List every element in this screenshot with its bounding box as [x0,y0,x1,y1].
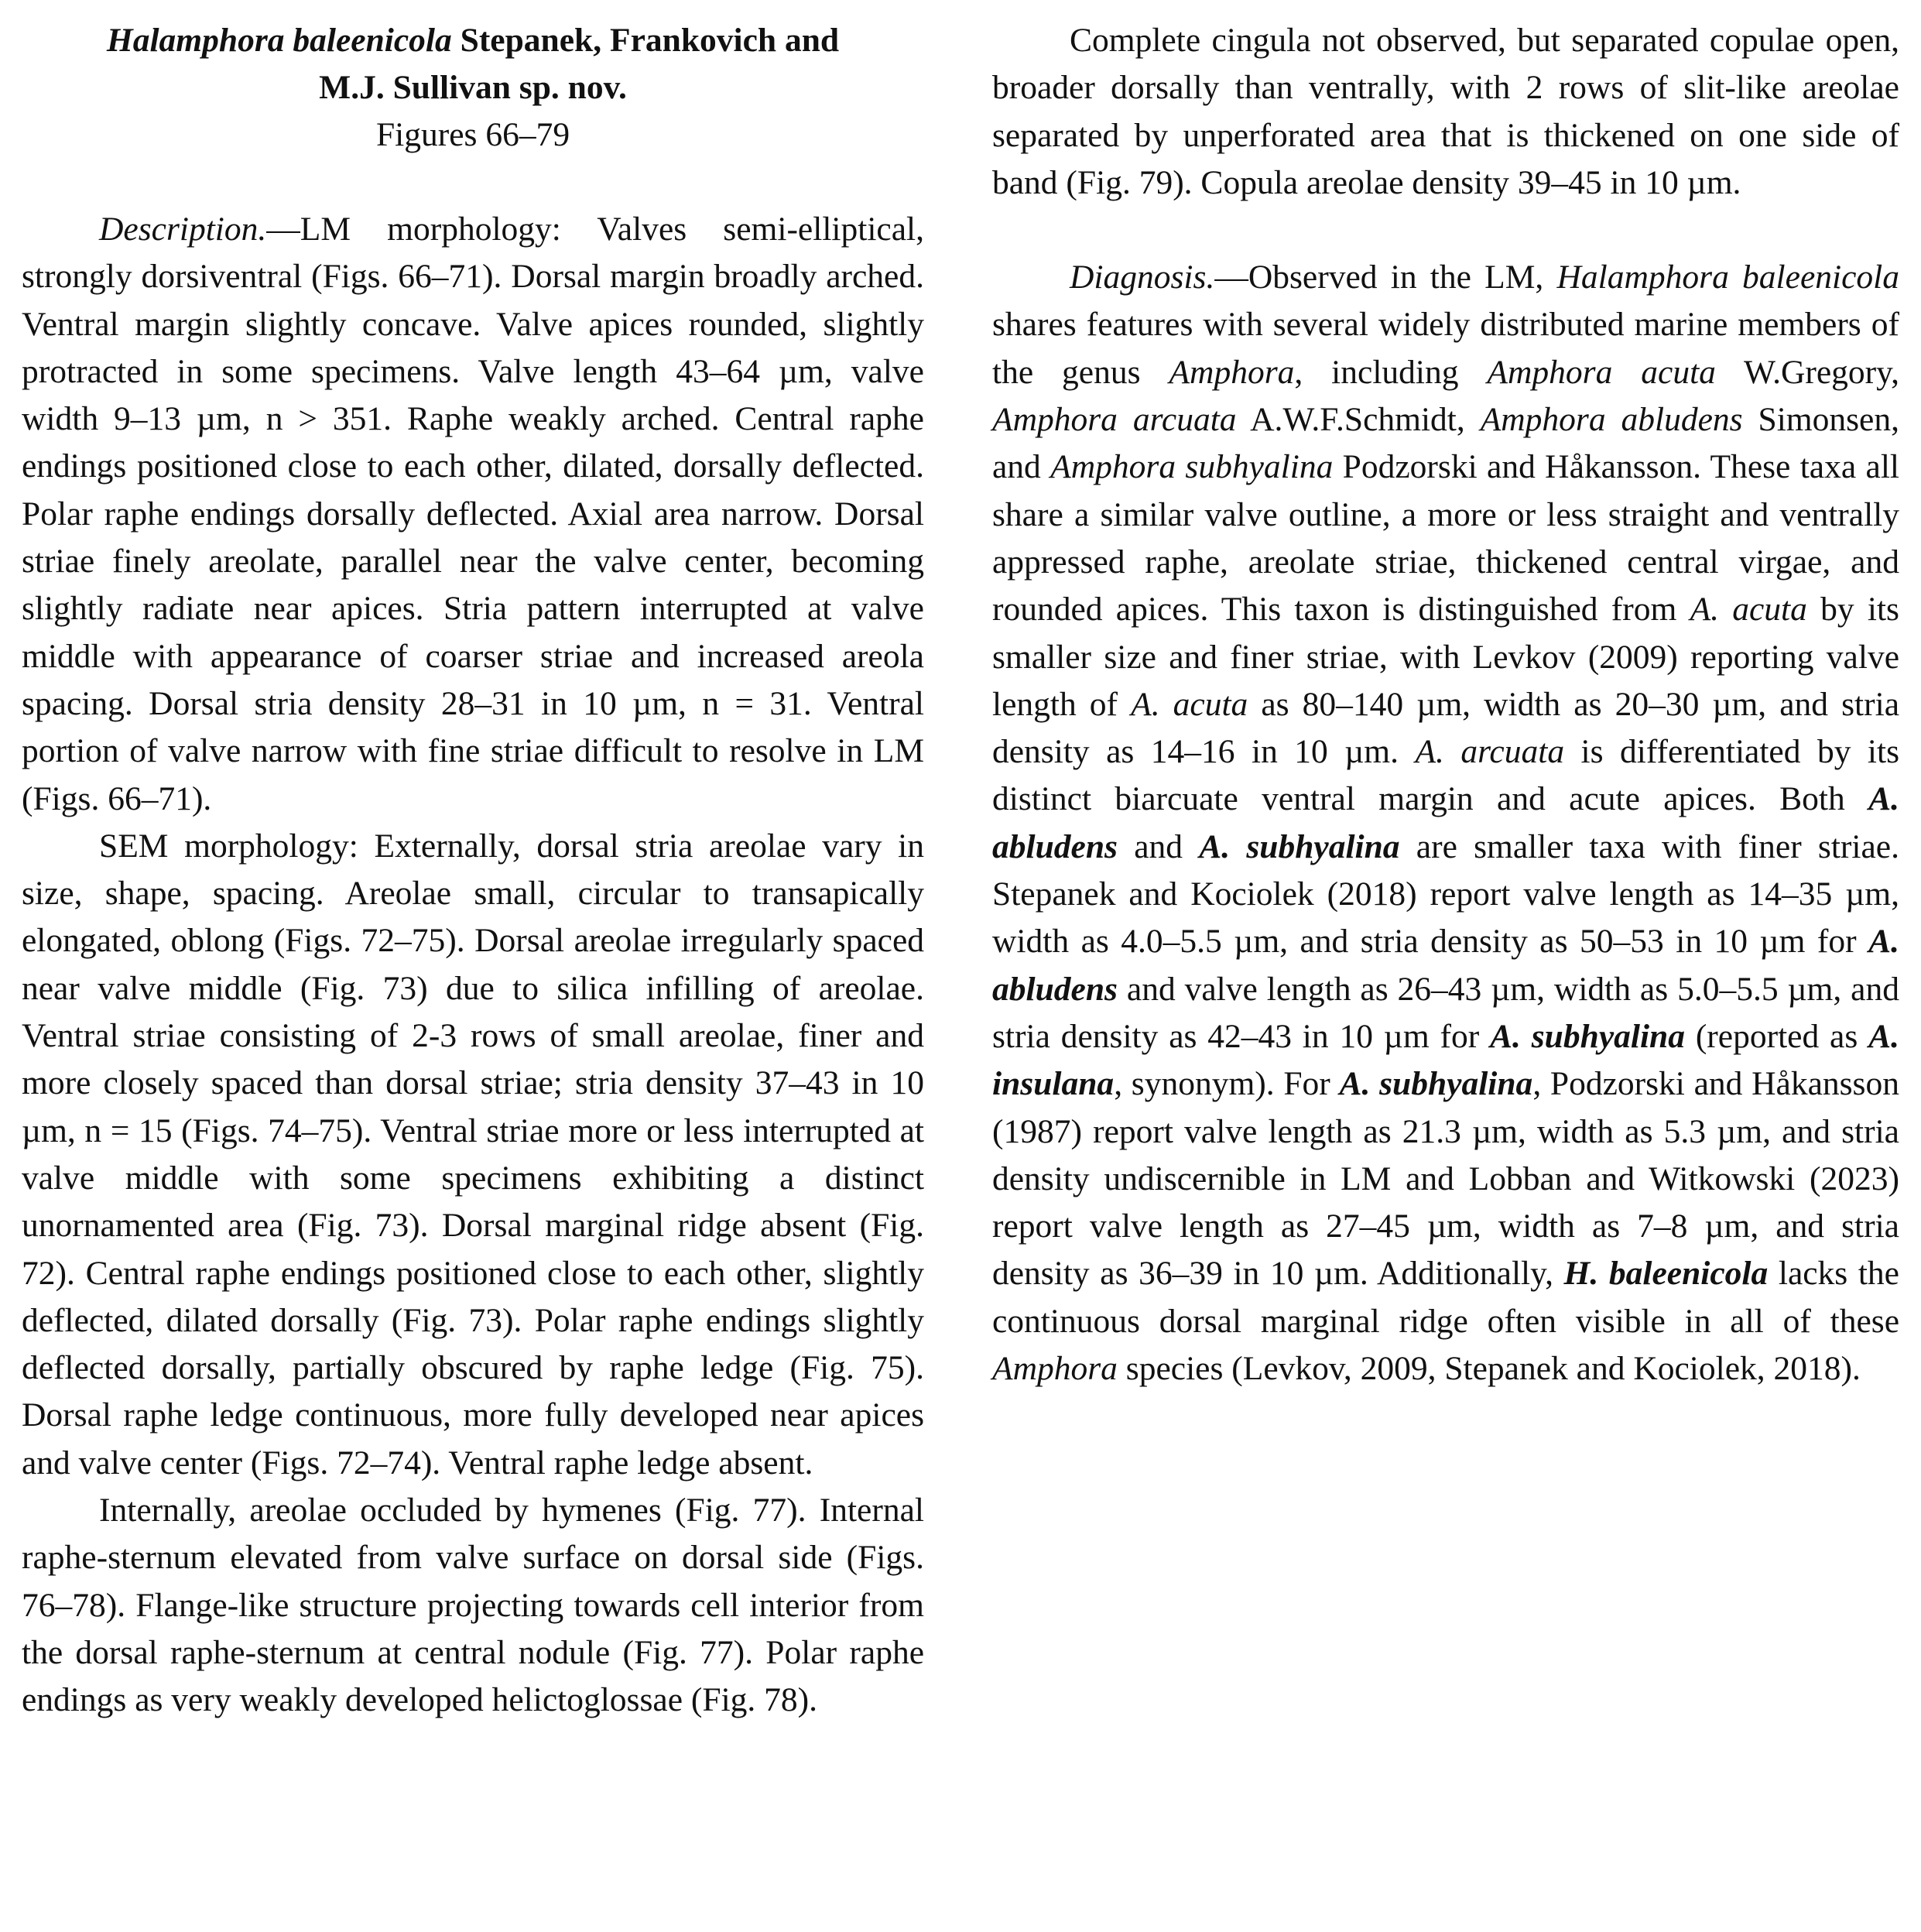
diagnosis-text: , synonym). For [1114,1065,1340,1103]
taxon-name: A. subhyalina [1199,827,1400,865]
taxon-name: A. abludens [992,780,1899,865]
taxon-name: Amphora arcuata [992,401,1237,439]
diagnosis-text: lacks the continuous dorsal marginal ridge often visible in all of these [992,1255,1899,1340]
diagnosis-text: W.Gregory, [1715,353,1899,391]
diagnosis-text: are smaller taxa with finer striae. Stepanek and Kociolek (2018) report valve length as 14–35 µm, width as 4.0–5.5 µm, and stria density as 50–53 in 10 µm for [992,827,1899,961]
diagnosis-label: Diagnosis. [1070,259,1215,296]
diagnosis-text: (reported as [1685,1017,1869,1055]
taxon-name: Amphora abludens [1480,401,1743,439]
sem-paragraph: SEM morphology: Externally, dorsal stria areolae vary in size, shape, spacing. Areolae small, circular to transapically elongated, oblong (Figs. 72–75). Dorsal areolae irregularly spaced near valve middle (Fig. 73) due to silica infilling of areolae. Ventral striae consisting of 2-3 rows of small areolae, finer and more closely spaced than dorsal striae; stria density 37–43 in 10 µm, n = 15 (Figs. 74–75). Ventral striae more or less interrupted at valve middle with some specimens exhibiting a distinct unornamented area (Fig. 73). Dorsal marginal ridge absent (Fig. 72). Central raphe endings positioned close to each other, slightly deflected, dilated dorsally (Fig. 73). Polar raphe endings slightly deflected dorsally, partially obscured by raphe ledge (Fig. 75). Dorsal raphe ledge continuous, more fully developed near apices and valve center (Figs. 72–74). Ventral raphe ledge absent. [22,827,924,1482]
diagnosis-text: Simonsen, and [992,401,1899,486]
diagnosis-text: is differentiated by its distinct biarcuate ventral margin and acute apices. Both [992,733,1899,818]
diagnosis-text: and [1117,827,1200,865]
species-authors-2: M.J. Sullivan sp. nov. [319,69,627,106]
species-heading [22,17,924,159]
description-text: —LM morphology: Valves semi-elliptical, strongly dorsiventral (Figs. 66–71). Dorsal margin broadly arched. Ventral margin slightly concave. Valve apices rounded, slightly protracted in some specimens. Valve length 43–64 µm, valve width 9–13 µm, n > 351. Raphe weakly arched. Central raphe endings positioned close to each other, dilated, dorsally deflected. Polar raphe endings dorsally deflected. Axial area narrow. Dorsal striae finely areolate, parallel near the valve center, becoming slightly radiate near apices. Stria pattern interrupted at valve middle with appearance of coarser striae and increased areola spacing. Dorsal stria density 28–31 in 10 µm, n = 31. Ventral portion of valve narrow with fine striae difficult to resolve in LM (Figs. 66–71). [22,211,924,817]
taxon-name: Amphora acuta [1487,353,1716,391]
left-column [22,17,924,1725]
diagnosis-text: shares features with several widely distributed marine members of the genus [992,306,1899,391]
taxon-name: A. acuta [1690,591,1807,629]
diagnosis-text: species (Levkov, 2009, Stepanek and Kociolek, 2018). [1117,1350,1861,1388]
internal-paragraph: Internally, areolae occluded by hymenes (Fig. 77). Internal raphe-sternum elevated from valve surface on dorsal side (Figs. 76–78). Flange-like structure projecting towards cell interior from the dorsal raphe-sternum at central nodule (Fig. 77). Polar raphe endings as very weakly developed helictoglossae (Fig. 78). [22,1492,924,1719]
taxon-name: H. baleenicola [1563,1255,1769,1293]
taxon-name: Amphora subhyalina [1050,448,1334,486]
diagnosis-text: as 80–140 µm, width as 20–30 µm, and stria density as 14–16 in 10 µm. [992,685,1900,771]
taxon-name: A. subhyalina [1339,1065,1533,1103]
diagnosis-text: Podzorski and Håkansson. These taxa all share a similar valve outline, a more or less straight and ventrally appressed raphe, areolate striae, thickened central virgae, and rounded apices. This taxon is distinguished from [992,448,1899,629]
taxon-name: Amphora [1169,353,1295,391]
species-authors-1: Stepanek, Frankovich and [451,22,840,59]
species-name: Halamphora baleenicola [106,22,452,59]
diagnosis-text: by its smaller size and finer striae, with Levkov (2009) reporting valve length of [992,591,1899,723]
taxon-name: A. arcuata [1415,733,1565,771]
taxon-name: A. acuta [1131,685,1248,723]
taxon-name: A. insulana [992,1017,1899,1103]
diagnosis-text: , including [1294,353,1488,391]
diagnosis-text: , Podzorski and Håkansson (1987) report valve length as 21.3 µm, width as 5.3 µm, and stria density undiscernible in LM and Lobban and Witkowski (2023) report valve length as 27–45 µm, width as 7–8 µm, and stria density as 36–39 in 10 µm. Additionally, [992,1065,1899,1293]
description-paragraph [22,206,924,823]
cingula-paragraph: Complete cingula not observed, but separated copulae open, broader dorsally than ventrally, with 2 rows of slit-like areolae separated by unperforated area that is thickened on one side of band (Fig. 79). Copula areolae density 39–45 in 10 µm. [992,22,1899,201]
right-column [992,17,1899,1392]
taxon-name: A. abludens [992,923,1899,1008]
diagnosis-text: —Observed in the LM, [1214,259,1557,296]
diagnosis-text: A.W.F.Schmidt, [1236,401,1481,439]
taxon-name: Amphora [992,1350,1118,1388]
diagnosis-paragraph [992,254,1899,1392]
description-label: Description. [99,211,267,248]
taxon-name: Halamphora baleenicola [1556,259,1899,296]
figures-reference: Figures 66–79 [375,116,570,153]
taxon-name: A. subhyalina [1490,1017,1685,1055]
species-title-line [22,17,924,64]
diagnosis-text: and valve length as 26–43 µm, width as 5.0–5.5 µm, and stria density as 42–43 in 10 µm for [992,970,1899,1055]
